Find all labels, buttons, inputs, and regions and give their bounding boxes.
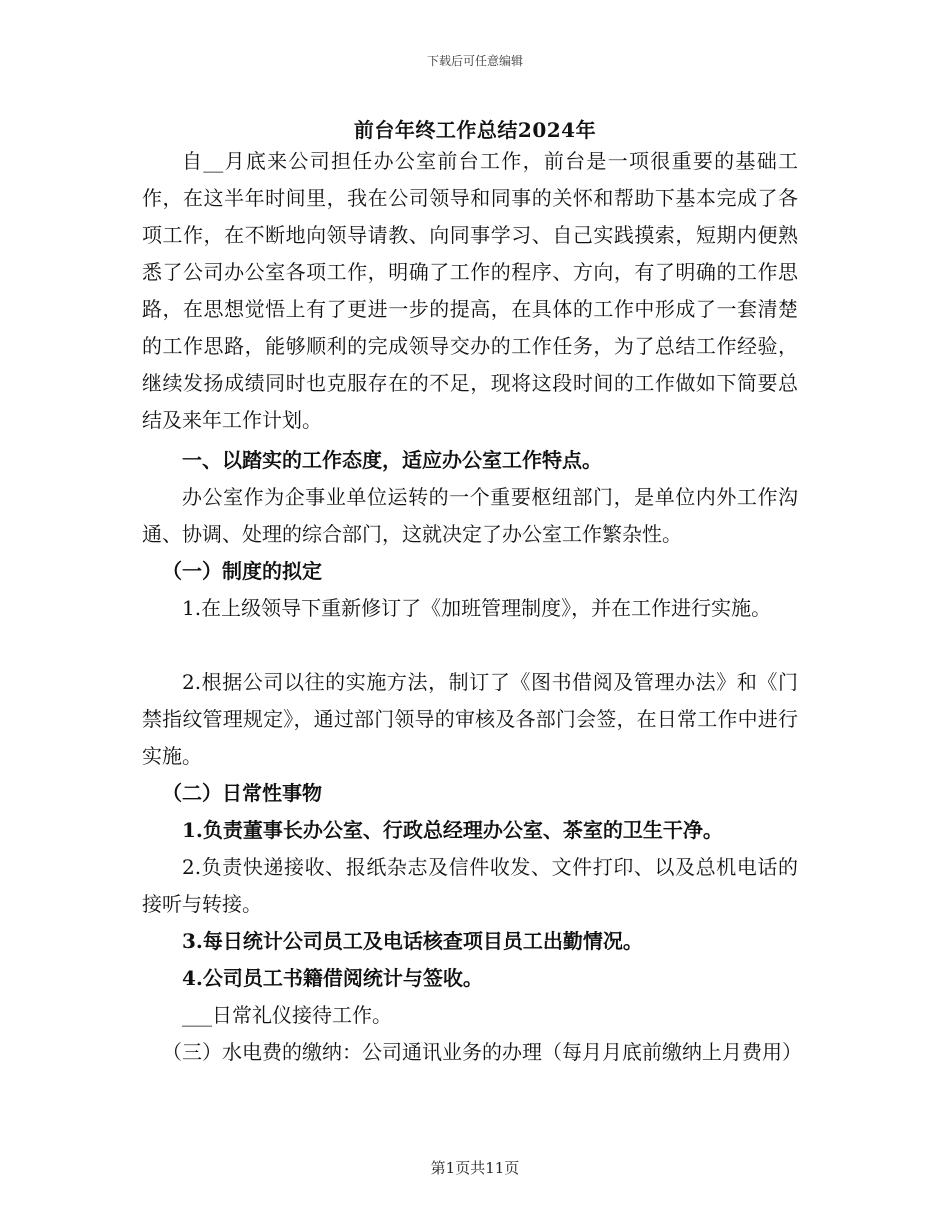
subsection-heading-2: （二）日常性事物 <box>162 781 322 805</box>
page-header: 下载后可任意编辑 <box>426 54 523 68</box>
list-item-1-1: 1.在上级领导下重新修订了《加班管理制度》，并在工作进行实施。 <box>182 596 772 620</box>
document-title: 前台年终工作总结2024年 <box>353 118 597 142</box>
list-item-2-1: 1.负责董事长办公室、行政总经理办公室、茶室的卫生干净。 <box>182 818 723 842</box>
subsection-heading-3: （三）水电费的缴纳：公司通讯业务的办理（每月月底前缴纳上月费用） <box>162 1040 802 1064</box>
list-item-2-3: 3.每日统计公司员工及电话核查项目员工出勤情况。 <box>182 929 643 953</box>
intro-paragraph: 自__月底来公司担任办公室前台工作，前台是一项很重要的基础工作，在这半年时间里，我在公司领导和同事的关怀和帮助下基本完成了各项工作，在不断地向领导请教、向同事学习、自己实践摸索，短期内便熟悉了公司办公室各项工作，明确了工作的程序、方向，有了明确的工作思路，在思想觉悟上有了更进一步的提高，在具体的工作中形成了一套清楚的工作思路，能够顺利的完成领导交办的工作任务，为了总结工作经验，继续发扬成绩同时也克服存在的不足，现将这段时间的工作做如下简要总结及来年工作计划。 <box>142 149 798 432</box>
page-footer: 第1页共11页 <box>430 1159 520 1177</box>
subsection-heading-1: （一）制度的拟定 <box>162 559 322 583</box>
list-item-2-5: ___日常礼仪接待工作。 <box>182 1003 392 1027</box>
list-item-2-4: 4.公司员工书籍借阅统计与签收。 <box>182 966 483 990</box>
list-item-2-2: 2.负责快递接收、报纸杂志及信件收发、文件打印、以及总机电话的接听与转接。 <box>142 855 798 916</box>
section-1-paragraph: 办公室作为企事业单位运转的一个重要枢纽部门，是单位内外工作沟通、协调、处理的综合部门，这就决定了办公室工作繁杂性。 <box>142 485 798 546</box>
section-heading-1: 一、以踏实的工作态度，适应办公室工作特点。 <box>182 448 602 472</box>
list-item-1-2: 2.根据公司以往的实施方法，制订了《图书借阅及管理办法》和《门禁指纹管理规定》，通过部门领导的审核及各部门会签，在日常工作中进行实施。 <box>142 670 798 768</box>
